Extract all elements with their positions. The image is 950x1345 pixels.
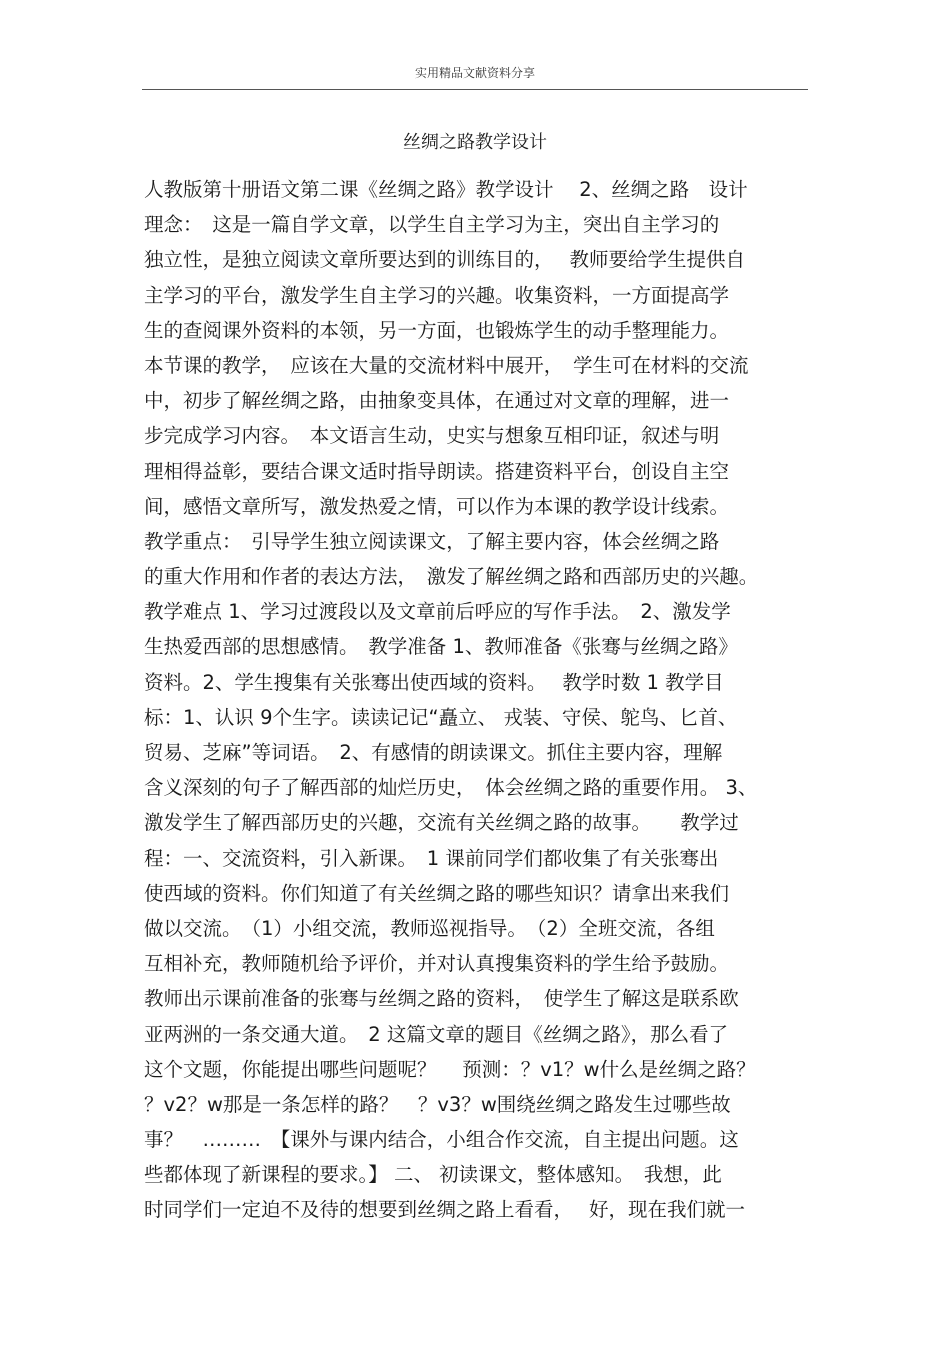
body-line: 生热爱西部的思想感情。 教学准备 1、教师准备《张骞与丝绸之路》	[144, 635, 738, 659]
body-line: 教学重点： 引导学生独立阅读课文，了解主要内容，体会丝绸之路	[144, 529, 720, 553]
body-line: 中，初步了解丝绸之路，由抽象变具体，在通过对文章的理解，进一	[144, 389, 730, 413]
body-line: ？v2？w那是一条怎样的路？ ？v3？w围绕丝绸之路发生过哪些故	[144, 1092, 731, 1116]
body-line: 使西域的资料。你们知道了有关丝绸之路的哪些知识？请拿出来我们	[144, 881, 730, 905]
body-line: 含义深刻的句子了解西部的灿烂历史， 体会丝绸之路的重要作用。 3、	[144, 776, 758, 800]
body-line: 独立性，是独立阅读文章所要达到的训练目的， 教师要给学生提供自	[144, 248, 745, 272]
body-line: 互相补充，教师随机给予评价，并对认真搜集资料的学生给予鼓励。	[144, 952, 730, 976]
body-line: 的重大作用和作者的表达方法， 激发了解丝绸之路和西部历史的兴趣。	[144, 565, 759, 589]
page-header: 实用精品文献资料分享	[414, 66, 535, 80]
body-line: 生的查阅课外资料的本领，另一方面，也锻炼学生的动手整理能力。	[144, 318, 730, 342]
body-line: 人教版第十册语文第二课《丝绸之路》教学设计 2、丝绸之路 设计	[144, 178, 748, 201]
body-line: 标：1、认识 9个生字。读读记记“矗立、 戎装、守侯、鸵鸟、匕首、	[144, 705, 738, 729]
body-line: 激发学生了解西部历史的兴趣，交流有关丝绸之路的故事。 教学过	[144, 811, 739, 835]
body-line: 教学难点 1、学习过渡段以及文章前后呼应的写作手法。 2、激发学	[144, 600, 731, 624]
body-line: 些都体现了新课程的要求。】 二、 初读课文，整体感知。 我想，此	[144, 1163, 722, 1187]
body-line: 亚两洲的一条交通大道。 2 这篇文章的题目《丝绸之路》，那么看了	[144, 1022, 729, 1046]
body-line: 做以交流。 （1）小组交流，教师巡视指导。 （2）全班交流，各组	[144, 916, 715, 940]
body-line: 间，感悟文章所写，激发热爱之情，可以作为本课的教学设计线索。	[144, 494, 730, 518]
document-body	[144, 172, 816, 1228]
body-line: 理念： 这是一篇自学文章，以学生自主学习为主，突出自主学习的	[144, 213, 720, 237]
body-line: 本节课的教学， 应该在大量的交流材料中展开， 学生可在材料的交流	[144, 353, 749, 377]
body-line: 程：一、交流资料，引入新课。 1 课前同学们都收集了有关张骞出	[144, 846, 719, 870]
body-line: 事？ ……… 【课外与课内结合，小组合作交流，自主提出问题。这	[144, 1128, 739, 1152]
body-line: 步完成学习内容。 本文语言生动，史实与想象互相印证，叙述与明	[144, 424, 720, 448]
body-line: 教师出示课前准备的张骞与丝绸之路的资料， 使学生了解这是联系欧	[144, 987, 739, 1011]
body-line: 这个文题，你能提出哪些问题呢？ 预测：？v1？w什么是丝绸之路？	[144, 1057, 756, 1081]
body-line: 时同学们一定迫不及待的想要到丝绸之路上看看， 好，现在我们就一	[144, 1198, 745, 1222]
body-line: 主学习的平台，激发学生自主学习的兴趣。收集资料，一方面提高学	[144, 283, 730, 307]
body-line: 资料。2、学生搜集有关张骞出使西域的资料。 教学时数 1 教学目	[144, 670, 724, 694]
document-title: 丝绸之路教学设计	[403, 132, 547, 153]
header-divider	[142, 89, 808, 90]
body-line: 理相得益彰，要结合课文适时指导朗读。搭建资料平台，创设自主空	[144, 459, 730, 483]
body-line: 贸易、芝麻”等词语。 2、有感情的朗读课文。抓住主要内容，理解	[144, 741, 723, 764]
